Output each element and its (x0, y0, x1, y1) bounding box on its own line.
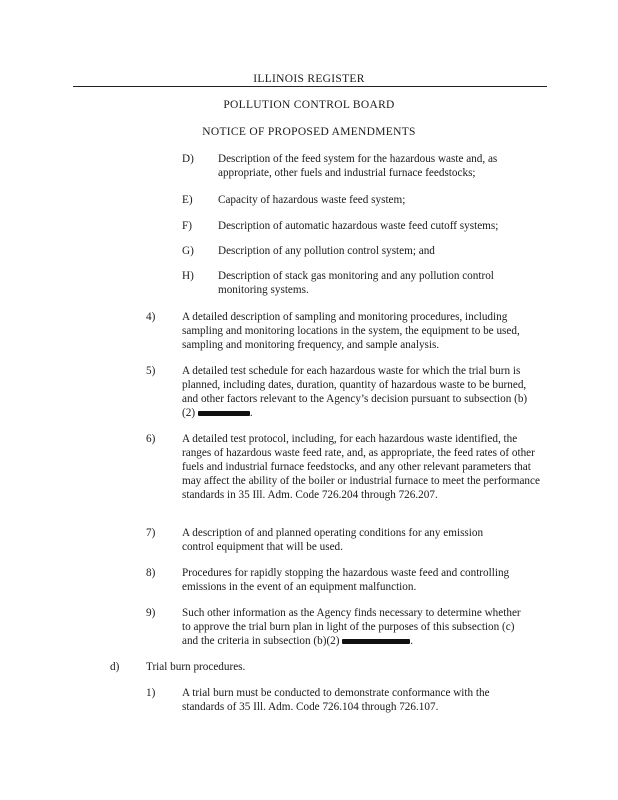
item-label: 9) (146, 607, 156, 619)
redaction-mark (198, 411, 250, 416)
item-text: Procedures for rapidly stopping the hazardous waste feed and controlling emissions in the event of an equipment malfunction. (182, 567, 510, 593)
section-label: d) (110, 661, 120, 673)
item-label: G) (182, 245, 194, 257)
item-label: E) (182, 194, 193, 206)
notice-title: NOTICE OF PROPOSED AMENDMENTS (202, 126, 416, 138)
item-label: 1) (146, 687, 156, 699)
item-label: 6) (146, 433, 156, 445)
item-label: F) (182, 220, 192, 232)
register-title: ILLINOIS REGISTER (253, 73, 365, 85)
item-text: A detailed test protocol, including, for each hazardous waste identified, the ranges of hazardous waste feed rate, and, as appropriate, the feed rates of other fuels and industrial furnace feedstocks, and any other relevant parameters that may affect the ability of the boiler or industrial furnace to meet the performance standards in 35 Ill. Adm. Code 726.204 through 726.207. (182, 433, 540, 501)
item-label: 4) (146, 311, 156, 323)
item-text: Description of stack gas monitoring and any pollution control monitoring systems. (218, 270, 494, 296)
header-rule (73, 86, 547, 87)
item-label: H) (182, 270, 194, 282)
item-text: A detailed test schedule for each hazardous waste for which the trial burn is planned, including dates, duration, quantity of hazardous waste to be burned, and other factors relevant to the Agency’s decision pursuant to subsection (b)(2) (182, 365, 528, 419)
item-text-tail: . (249, 407, 253, 419)
item-text: A trial burn must be conducted to demonstrate conformance with the standards of 35 Ill. Adm. Code 726.104 through 726.107. (182, 687, 490, 713)
item-text: Description of any pollution control system; and (218, 245, 435, 257)
board-title: POLLUTION CONTROL BOARD (223, 99, 395, 111)
item-text: Description of automatic hazardous waste feed cutoff systems; (218, 220, 499, 232)
item-label: 7) (146, 527, 156, 539)
item-text-wrap (182, 606, 532, 648)
item-text: A detailed description of sampling and monitoring procedures, including sampling and monitoring locations in the system, the equipment to be used, sampling and monitoring frequency, and sample analysis. (182, 311, 520, 351)
redaction-mark (342, 639, 410, 644)
item-label: 5) (146, 365, 156, 377)
item-text: Description of the feed system for the hazardous waste and, as appropriate, other fuels and industrial furnace feedstocks; (218, 153, 498, 179)
item-text: A description of and planned operating conditions for any emission control equipment that will be used. (182, 527, 484, 553)
item-text-wrap (182, 364, 532, 420)
item-text: Capacity of hazardous waste feed system; (218, 194, 406, 206)
item-text: Such other information as the Agency finds necessary to determine whether to approve the trial burn plan in light of the purposes of this subsection (c) and the criteria in subsection (b)(2) (182, 607, 521, 647)
item-label: 8) (146, 567, 156, 579)
item-text-tail: . (410, 635, 414, 647)
section-text: Trial burn procedures. (146, 661, 246, 673)
item-label: D) (182, 153, 194, 165)
